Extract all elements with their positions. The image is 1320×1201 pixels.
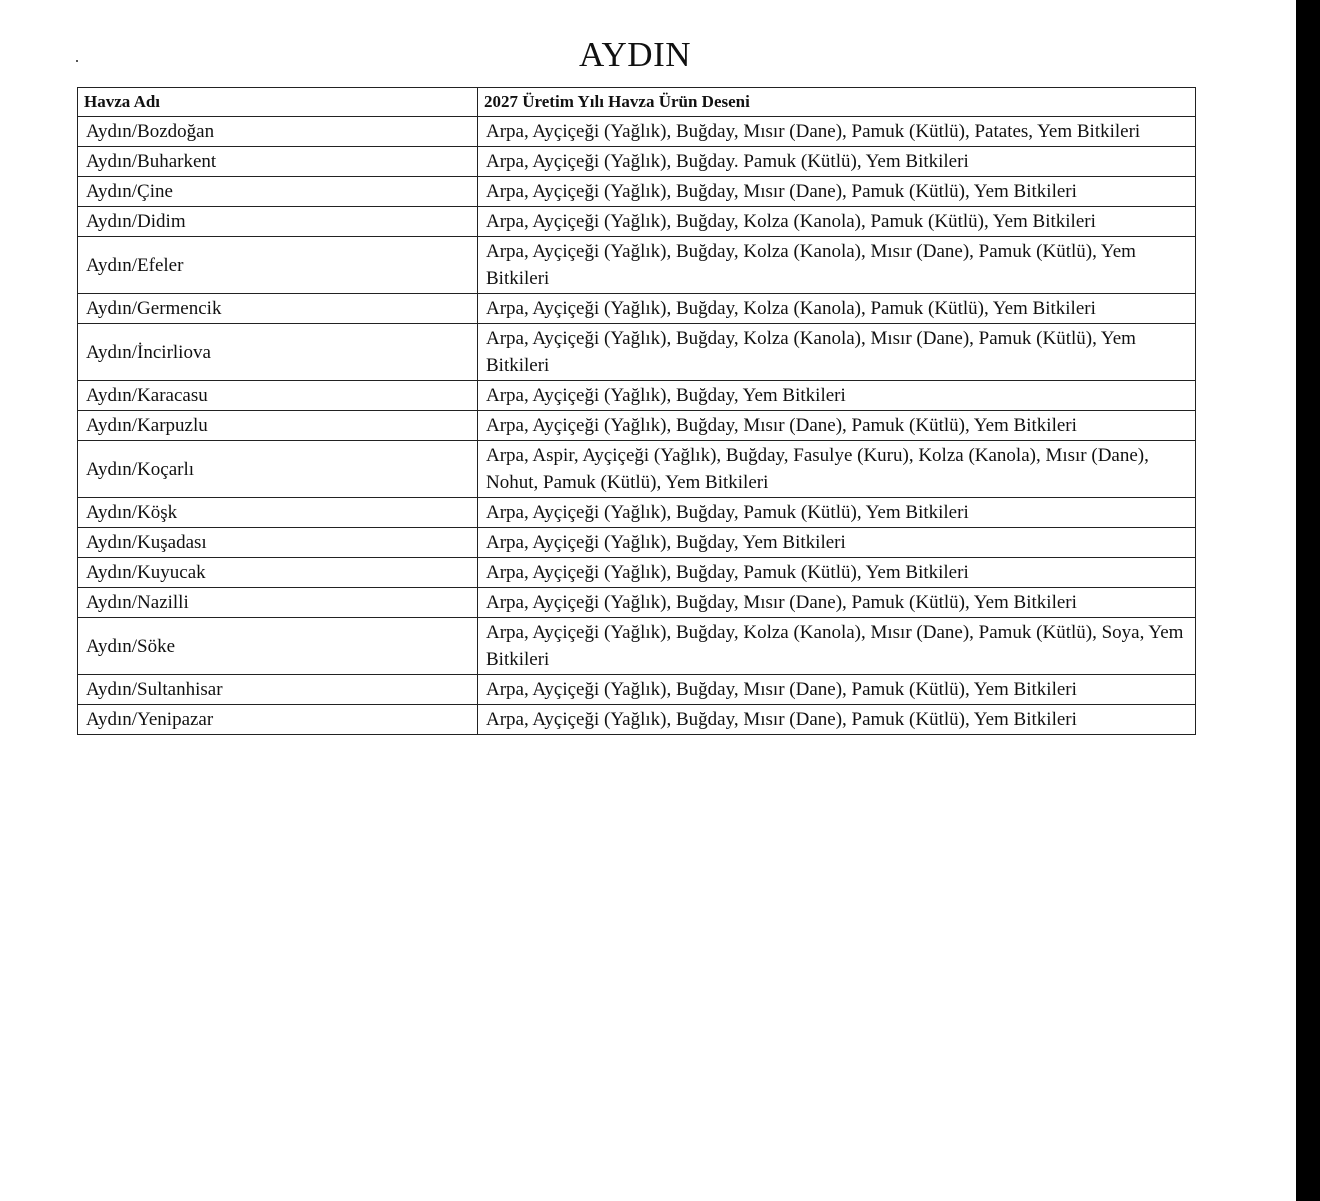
havza-name-cell: Aydın/Köşk bbox=[78, 498, 478, 528]
crop-list-cell: Arpa, Ayçiçeği (Yağlık), Buğday, Kolza (Kanola), Mısır (Dane), Pamuk (Kütlü), Yem Bitkileri bbox=[478, 237, 1196, 294]
havza-table bbox=[77, 87, 1196, 735]
havza-name-cell: Aydın/Kuşadası bbox=[78, 528, 478, 558]
table-row bbox=[78, 237, 1196, 294]
crop-list-cell: Arpa, Ayçiçeği (Yağlık), Buğday, Kolza (Kanola), Pamuk (Kütlü), Yem Bitkileri bbox=[478, 294, 1196, 324]
table-row bbox=[78, 498, 1196, 528]
table-row bbox=[78, 381, 1196, 411]
havza-name-cell: Aydın/Bozdoğan bbox=[78, 117, 478, 147]
scan-edge-bar bbox=[1296, 0, 1320, 1201]
table-row bbox=[78, 528, 1196, 558]
crop-list-cell: Arpa, Ayçiçeği (Yağlık), Buğday, Mısır (Dane), Pamuk (Kütlü), Yem Bitkileri bbox=[478, 177, 1196, 207]
table-row bbox=[78, 705, 1196, 735]
havza-name-cell: Aydın/Sultanhisar bbox=[78, 675, 478, 705]
crop-list-cell: Arpa, Ayçiçeği (Yağlık), Buğday, Mısır (Dane), Pamuk (Kütlü), Yem Bitkileri bbox=[478, 411, 1196, 441]
crop-list-cell: Arpa, Aspir, Ayçiçeği (Yağlık), Buğday, Fasulye (Kuru), Kolza (Kanola), Mısır (Dane), Nohut, Pamuk (Kütlü), Yem Bitkileri bbox=[478, 441, 1196, 498]
havza-name-cell: Aydın/Kuyucak bbox=[78, 558, 478, 588]
table-row bbox=[78, 324, 1196, 381]
crop-list-cell: Arpa, Ayçiçeği (Yağlık), Buğday, Yem Bitkileri bbox=[478, 528, 1196, 558]
table-row bbox=[78, 294, 1196, 324]
table-row bbox=[78, 147, 1196, 177]
table-row bbox=[78, 558, 1196, 588]
table-row bbox=[78, 588, 1196, 618]
page-title: AYDIN bbox=[578, 35, 692, 74]
havza-name-cell: Aydın/Söke bbox=[78, 618, 478, 675]
havza-name-cell: Aydın/Karacasu bbox=[78, 381, 478, 411]
crop-list-cell: Arpa, Ayçiçeği (Yağlık), Buğday, Mısır (Dane), Pamuk (Kütlü), Yem Bitkileri bbox=[478, 588, 1196, 618]
havza-name-cell: Aydın/Buharkent bbox=[78, 147, 478, 177]
table-row bbox=[78, 177, 1196, 207]
crop-list-cell: Arpa, Ayçiçeği (Yağlık), Buğday, Mısır (Dane), Pamuk (Kütlü), Patates, Yem Bitkileri bbox=[478, 117, 1196, 147]
crop-list-cell: Arpa, Ayçiçeği (Yağlık), Buğday. Pamuk (Kütlü), Yem Bitkileri bbox=[478, 147, 1196, 177]
havza-name-cell: Aydın/Çine bbox=[78, 177, 478, 207]
table-row bbox=[78, 411, 1196, 441]
havza-name-cell: Aydın/Koçarlı bbox=[78, 441, 478, 498]
header-havza-adi: Havza Adı bbox=[78, 88, 478, 117]
crop-list-cell: Arpa, Ayçiçeği (Yağlık), Buğday, Kolza (Kanola), Mısır (Dane), Pamuk (Kütlü), Yem Bitkileri bbox=[478, 324, 1196, 381]
crop-list-cell: Arpa, Ayçiçeği (Yağlık), Buğday, Pamuk (Kütlü), Yem Bitkileri bbox=[478, 498, 1196, 528]
havza-name-cell: Aydın/Karpuzlu bbox=[78, 411, 478, 441]
crop-list-cell: Arpa, Ayçiçeği (Yağlık), Buğday, Pamuk (Kütlü), Yem Bitkileri bbox=[478, 558, 1196, 588]
crop-list-cell: Arpa, Ayçiçeği (Yağlık), Buğday, Kolza (Kanola), Pamuk (Kütlü), Yem Bitkileri bbox=[478, 207, 1196, 237]
crop-list-cell: Arpa, Ayçiçeği (Yağlık), Buğday, Mısır (Dane), Pamuk (Kütlü), Yem Bitkileri bbox=[478, 675, 1196, 705]
table-row bbox=[78, 675, 1196, 705]
havza-name-cell: Aydın/Efeler bbox=[78, 237, 478, 294]
table-header-row bbox=[78, 88, 1196, 117]
crop-list-cell: Arpa, Ayçiçeği (Yağlık), Buğday, Mısır (Dane), Pamuk (Kütlü), Yem Bitkileri bbox=[478, 705, 1196, 735]
havza-name-cell: Aydın/İncirliova bbox=[78, 324, 478, 381]
havza-name-cell: Aydın/Didim bbox=[78, 207, 478, 237]
table-row bbox=[78, 441, 1196, 498]
havza-name-cell: Aydın/Yenipazar bbox=[78, 705, 478, 735]
crop-list-cell: Arpa, Ayçiçeği (Yağlık), Buğday, Kolza (Kanola), Mısır (Dane), Pamuk (Kütlü), Soya, Yem Bitkileri bbox=[478, 618, 1196, 675]
havza-name-cell: Aydın/Germencik bbox=[78, 294, 478, 324]
crop-list-cell: Arpa, Ayçiçeği (Yağlık), Buğday, Yem Bitkileri bbox=[478, 381, 1196, 411]
table-row bbox=[78, 618, 1196, 675]
header-urun-deseni: 2027 Üretim Yılı Havza Ürün Deseni bbox=[478, 88, 1196, 117]
havza-name-cell: Aydın/Nazilli bbox=[78, 588, 478, 618]
table-row bbox=[78, 207, 1196, 237]
table-row bbox=[78, 117, 1196, 147]
